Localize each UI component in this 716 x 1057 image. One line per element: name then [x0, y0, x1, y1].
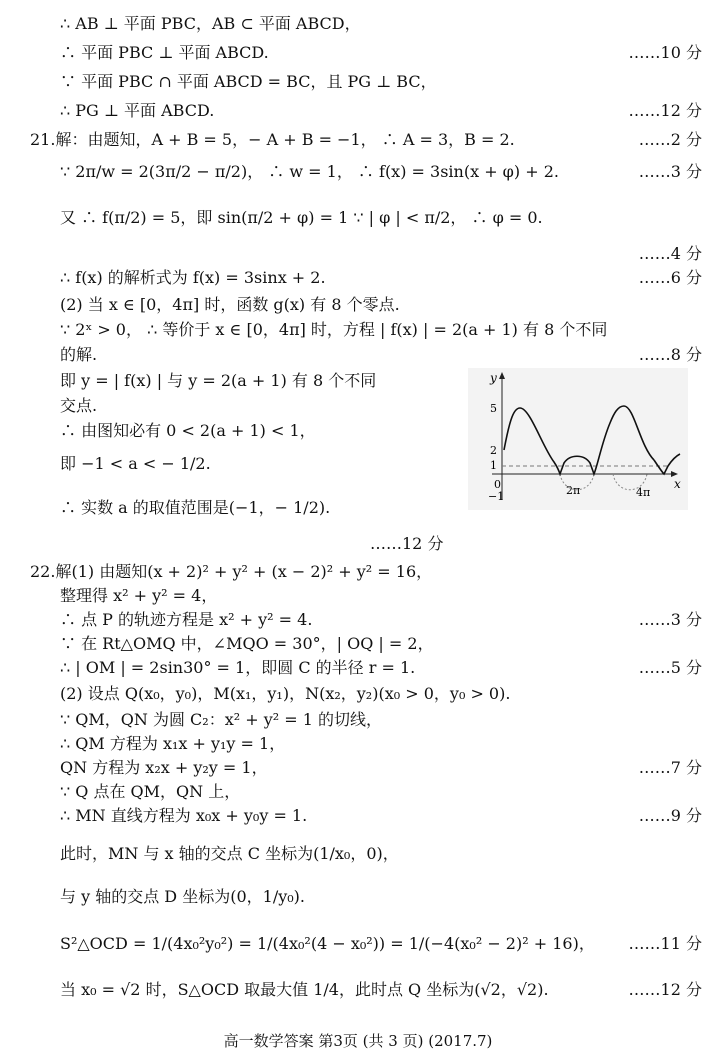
text-line: ∴ PG ⊥ 平面 ABCD.	[60, 101, 215, 120]
text-line: ∵ 在 Rt△OMQ 中，∠MQO = 30°，| OQ | = 2，	[60, 634, 434, 653]
text-line: 此时，MN 与 x 轴的交点 C 坐标为(1/x₀，0)，	[60, 844, 399, 863]
text-line: ∵ 2π/w = 2(3π/2 − π/2)， ∴ w = 1， ∴ f(x) = 3sin(x + φ) + 2.	[60, 162, 559, 181]
text-line: ∴ 点 P 的轨迹方程是 x² + y² = 4.	[60, 610, 313, 629]
text-line: 即 y = | f(x) | 与 y = 2(a + 1) 有 8 个不同	[60, 371, 377, 390]
x-tick-2pi: 2π	[566, 484, 581, 497]
text-line: 又 ∴ f(π/2) = 5，即 sin(π/2 + φ) = 1 ∵ | φ | < π/2， ∴ φ = 0.	[60, 208, 543, 227]
text-line: QN 方程为 x₂x + y₂y = 1，	[60, 758, 268, 777]
text-line: ∵ QM，QN 为圆 C₂：x² + y² = 1 的切线，	[60, 710, 383, 729]
score-mark: ……6 分	[638, 268, 702, 287]
text-line: (2) 当 x ∈ [0，4π] 时，函数 g(x) 有 8 个零点.	[60, 295, 400, 314]
question-21-line: 21.解：由题知，A + B = 5，− A + B = −1， ∴ A = 3，B = 2.	[30, 130, 515, 149]
y-tick-neg1: −1	[488, 490, 505, 503]
text-line: ∴ QM 方程为 x₁x + y₁y = 1，	[60, 734, 286, 753]
score-mark: ……4 分	[638, 244, 702, 263]
score-mark: ……7 分	[638, 758, 702, 777]
text-line: 即 −1 < a < − 1/2.	[60, 454, 211, 473]
text-line: ∴ | OM | = 2sin30° = 1，即圆 C 的半径 r = 1.	[60, 658, 416, 677]
score-mark: ……9 分	[638, 806, 702, 825]
text-line: 当 x₀ = √2 时，S△OCD 取最大值 1/4，此时点 Q 坐标为(√2，√2).	[60, 980, 549, 999]
score-mark: ……8 分	[638, 345, 702, 364]
formula-line: S²△OCD = 1/(4x₀²y₀²) = 1/(4x₀²(4 − x₀²)) = 1/(−4(x₀² − 2)² + 16)，	[60, 934, 595, 953]
text-line: ∴ AB ⊥ 平面 PBC，AB ⊂ 平面 ABCD，	[60, 14, 361, 33]
score-mark: ……10 分	[628, 43, 702, 62]
score-mark: ……5 分	[638, 658, 702, 677]
text-line: ∴ 由图知必有 0 < 2(a + 1) < 1，	[60, 421, 316, 440]
score-mark: ……12 分	[628, 101, 702, 120]
score-mark: ……12 分	[370, 534, 444, 553]
text-line: 整理得 x² + y² = 4，	[60, 586, 218, 605]
text-line: ∵ Q 点在 QM，QN 上，	[60, 782, 241, 801]
score-mark: ……3 分	[638, 610, 702, 629]
text-line: ∵ 2ˣ > 0， ∴ 等价于 x ∈ [0，4π] 时，方程 | f(x) | = 2(a + 1) 有 8 个不同	[60, 320, 608, 339]
text-line: ∴ 实数 a 的取值范围是(−1，− 1/2).	[60, 498, 331, 517]
y-tick-1: 1	[490, 459, 497, 472]
score-mark: ……11 分	[628, 934, 702, 953]
text-line: ∵ 平面 PBC ∩ 平面 ABCD = BC，且 PG ⊥ BC，	[60, 72, 437, 91]
abs-function-graph	[468, 368, 688, 510]
x-axis-label: x	[674, 477, 681, 491]
score-mark: ……2 分	[638, 130, 702, 149]
text-line: 交点.	[60, 396, 98, 415]
score-mark: ……12 分	[628, 980, 702, 999]
text-line: ∴ 平面 PBC ⊥ 平面 ABCD.	[60, 43, 269, 62]
y-tick-2: 2	[490, 444, 497, 457]
text-line: 与 y 轴的交点 D 坐标为(0，1/y₀).	[60, 887, 305, 906]
y-tick-5: 5	[490, 402, 497, 415]
page-footer: 高一数学答案 第3页 (共 3 页) (2017.7)	[223, 1032, 493, 1050]
text-line: ∴ f(x) 的解析式为 f(x) = 3sinx + 2.	[60, 268, 326, 287]
x-tick-4pi: 4π	[636, 486, 651, 499]
text-line: (2) 设点 Q(x₀，y₀)，M(x₁，y₁)，N(x₂，y₂)(x₀ > 0，y₀ > 0).	[60, 684, 511, 703]
y-axis-label: y	[490, 371, 497, 385]
question-22-line: 22.解(1) 由题知(x + 2)² + y² + (x − 2)² + y² = 16，	[30, 562, 433, 581]
text-line: 的解.	[60, 345, 98, 364]
origin-label: 0	[494, 478, 501, 491]
score-mark: ……3 分	[638, 162, 702, 181]
text-line: ∴ MN 直线方程为 x₀x + y₀y = 1.	[60, 806, 308, 825]
